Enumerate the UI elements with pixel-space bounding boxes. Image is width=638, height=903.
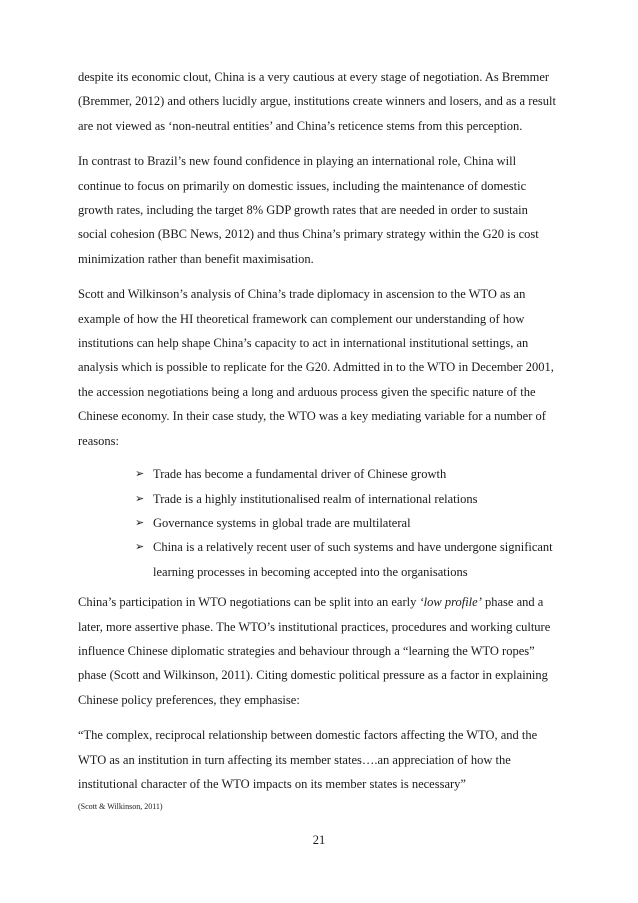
low-profile-phrase: ‘low profile’	[419, 595, 482, 610]
block-quote: “The complex, reciprocal relationship between domestic factors affecting the WTO, and the WTO as an institution in turn affecting its member states….an appreciation of how the institutional character of the WTO impacts on its member states is necessary”	[78, 728, 538, 791]
paragraph-4-start: China’s participation in WTO negotiations can be split into an early	[78, 595, 420, 610]
paragraph-4-end: phase and a later, more assertive phase. The WTO’s institutional practices, procedures and working culture influence Chinese diplomatic strategies and behaviour through a “learning the WTO ropes” phase (Scott and Wilkinson, 2011). Citing domestic political pressure as a factor in explaining Chinese policy preferences, they emphasise:	[78, 595, 551, 707]
arrow-bullet-icon: ➢	[135, 541, 145, 554]
list-item-text: Governance systems in global trade are multilateral	[153, 515, 411, 530]
reasons-list	[78, 462, 558, 584]
list-item-text: China is a relatively recent user of such systems and have undergone significant learning processes in becoming accepted into the organisations	[153, 540, 553, 579]
quote-citation: (Scott & Wilkinson, 2011)	[78, 802, 163, 812]
list-item-text: Trade is a highly institutionalised realm of international relations	[153, 491, 478, 506]
list-item	[135, 535, 558, 584]
paragraph-1: despite its economic clout, China is a very cautious at every stage of negotiation. As Bremmer (Bremmer, 2012) and others lucidly argue, institutions create winners and losers, and as a result are not viewed as ‘non-neutral entities’ and China’s reticence stems from this perception.	[78, 70, 556, 133]
page-number: 21	[312, 833, 326, 847]
paragraph-2: In contrast to Brazil’s new found confidence in playing an international role, China will continue to focus on primarily on domestic issues, including the maintenance of domestic growth rates, including the target 8% GDP growth rates that are needed in order to sustain social cohesion (BBC News, 2012) and thus China’s primary strategy within the G20 is cost minimization rather than benefit maximisation.	[78, 154, 539, 266]
paragraph-4	[78, 590, 558, 712]
arrow-bullet-icon: ➢	[135, 492, 145, 505]
paragraph-3: Scott and Wilkinson’s analysis of China’s trade diplomacy in ascension to the WTO as an example of how the HI theoretical framework can complement our understanding of how institutions can help shape China’s capacity to act in international institutional settings, an analysis which is possible to replicate for the G20. Admitted in to the WTO in December 2001, the accession negotiations being a long and arduous process given the specific nature of the Chinese economy. In their case study, the WTO was a key mediating variable for a number of reasons:	[78, 287, 554, 448]
list-item	[135, 487, 558, 511]
list-item-text: Trade has become a fundamental driver of Chinese growth	[153, 467, 447, 482]
list-item	[135, 462, 558, 486]
body-text	[78, 65, 558, 813]
list-item	[135, 511, 558, 535]
arrow-bullet-icon: ➢	[135, 468, 145, 481]
arrow-bullet-icon: ➢	[135, 516, 145, 529]
